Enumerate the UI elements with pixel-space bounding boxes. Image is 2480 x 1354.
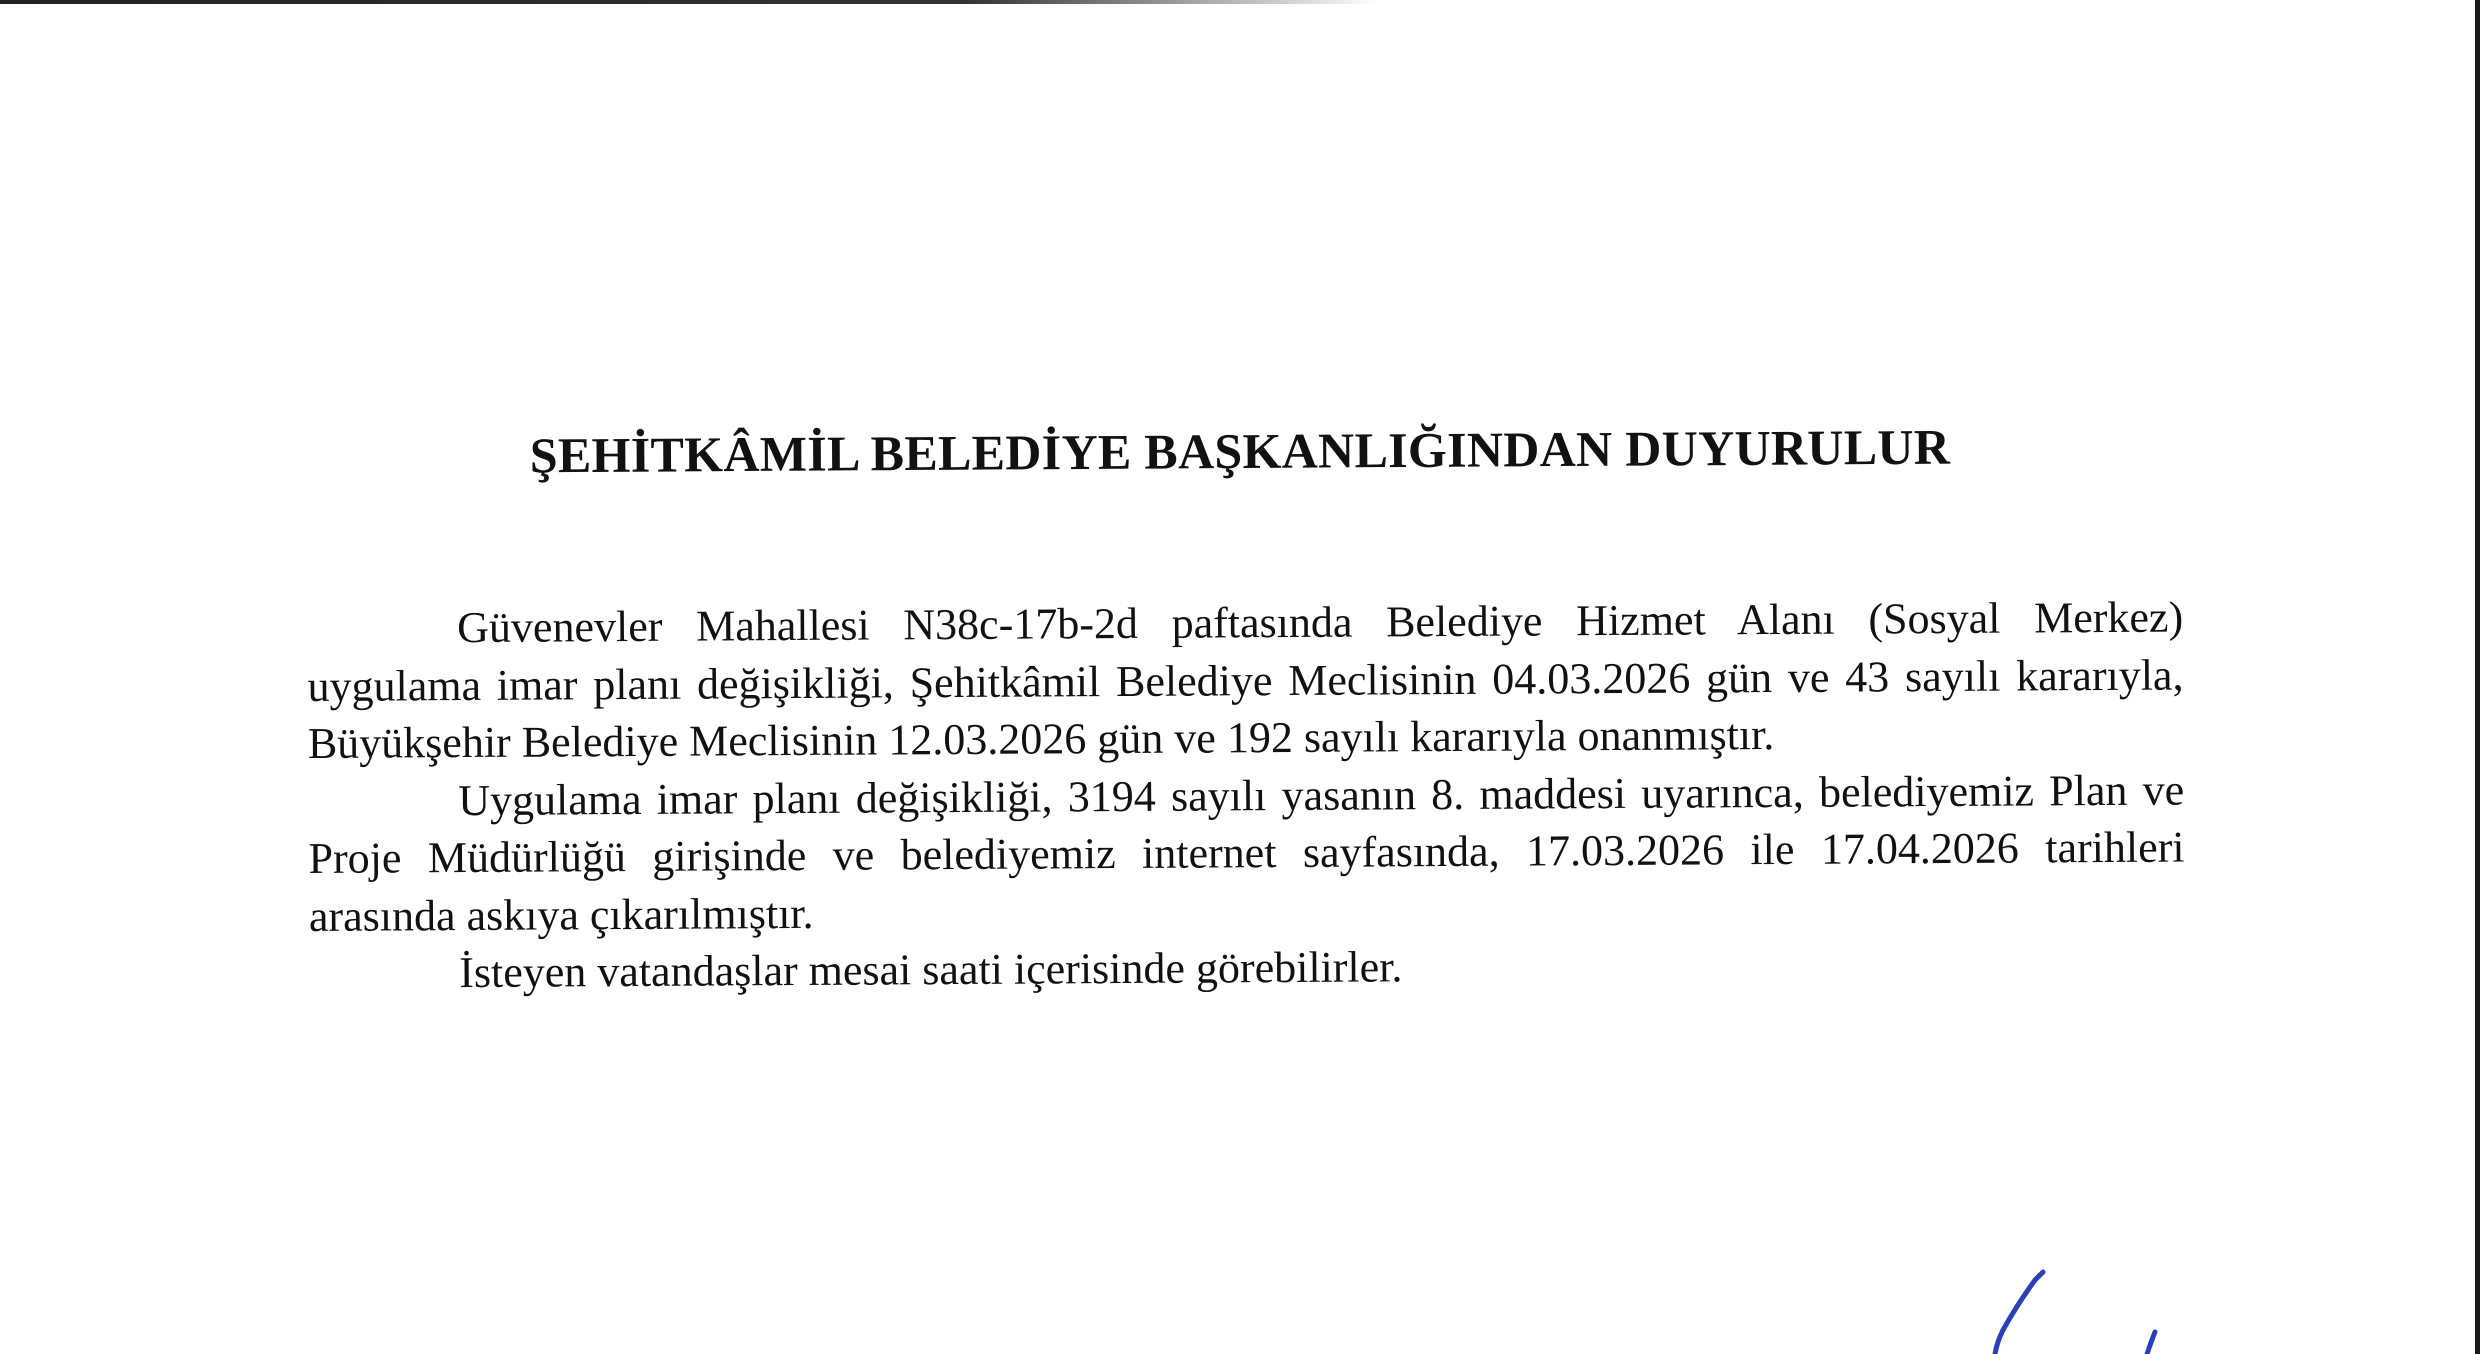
- signature-mark: [1955, 1260, 2195, 1354]
- announcement-body: [307, 589, 2185, 1003]
- paragraph-display-period: Uygulama imar planı değişikliği, 3194 sayılı yasanın 8. maddesi uyarınca, belediyemiz Plan ve Proje Müdürlüğü girişinde ve belediyemiz internet sayfasında, 17.03.2026 ile 17.04.2026 tarihleri arasında askıya çıkarılmıştır.: [308, 765, 2185, 941]
- announcement-title: ŞEHİTKÂMİL BELEDİYE BAŞKANLIĞINDAN DUYURULUR: [529, 418, 1951, 484]
- scan-top-edge: [0, 0, 1380, 4]
- paragraph-approval: Güvenevler Mahallesi N38c-17b-2d paftasında Belediye Hizmet Alanı (Sosyal Merkez) uygulama imar planı değişikliği, Şehitkâmil Belediye Meclisinin 04.03.2026 gün ve 43 sayılı kararıyla, Büyükşehir Belediye Meclisinin 12.03.2026 gün ve 192 sayılı kararıyla onanmıştır.: [307, 592, 2184, 768]
- scan-right-edge: [2475, 0, 2480, 1354]
- paragraph-citizens: İsteyen vatandaşlar mesai saati içerisinde görebilirler.: [459, 942, 1403, 998]
